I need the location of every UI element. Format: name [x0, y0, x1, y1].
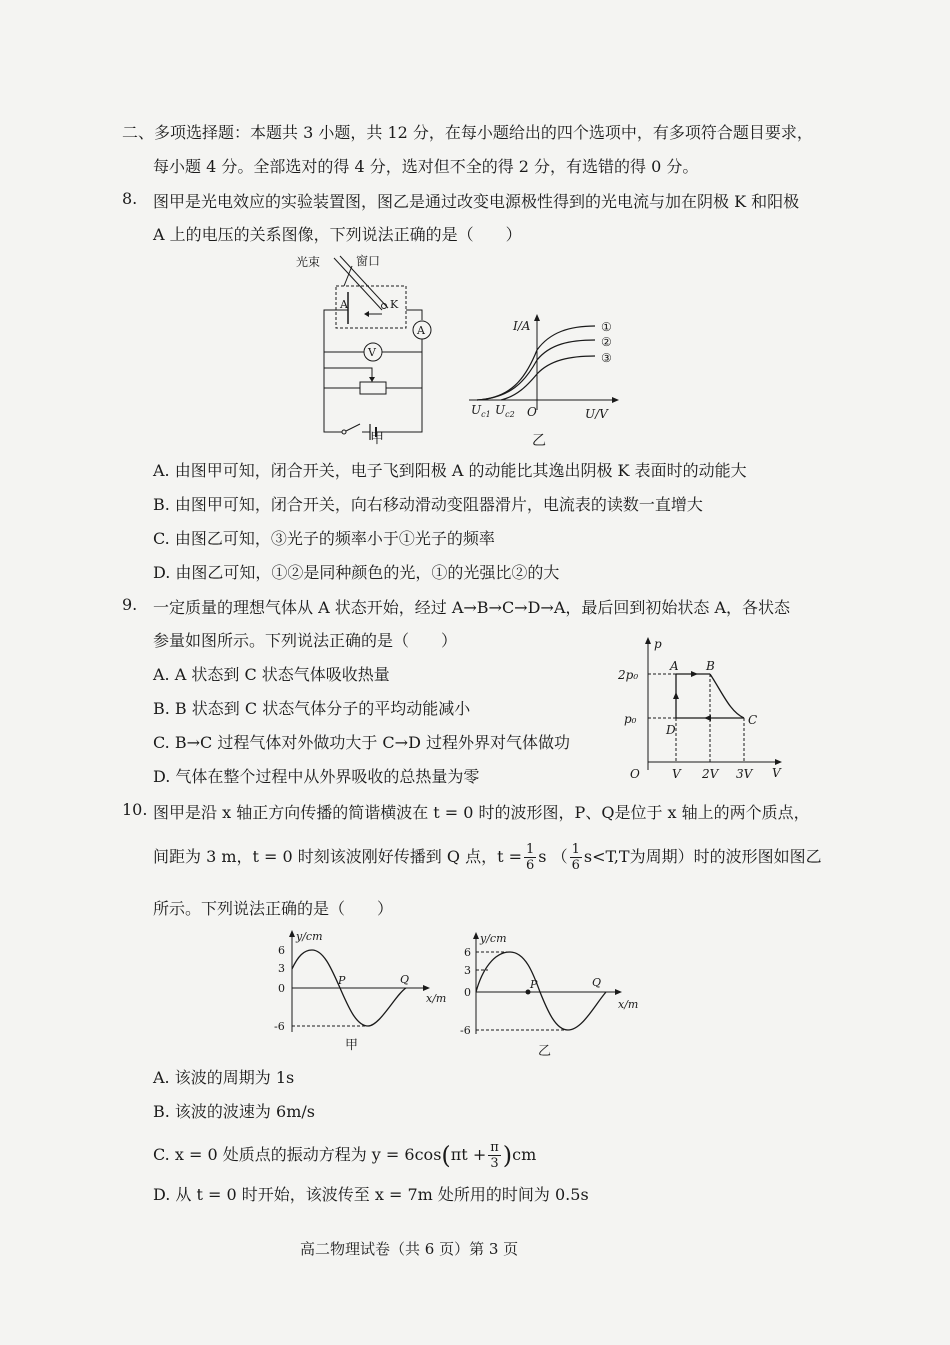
iu-uc2: $U_{c2}$ [495, 403, 515, 419]
wave-yi-p: P [530, 978, 538, 991]
wave-yi-y3: 3 [464, 964, 471, 977]
q10-figure-jia-caption: 甲 [345, 1038, 359, 1053]
q8-option-a: A. 由图甲可知，闭合开关，电子飞到阳极 A 的动能比其逸出阴极 K 表面时的动能大 [153, 461, 747, 480]
pv-v2: 2V [702, 767, 719, 781]
section-line-1: 二、多项选择题：本题共 3 小题，共 12 分，在每小题给出的四个选项中，有多项符合题目要求， [122, 123, 813, 142]
q8-stem-1: 图甲是光电效应的实验装置图，图乙是通过改变电源极性得到的光电流与加在阴极 K 和阳极 [153, 192, 800, 211]
pv-state-b: B [706, 659, 715, 673]
section-line-2: 每小题 4 分。全部选对的得 4 分，选对但不全的得 2 分，有选错的得 0 分。 [153, 157, 699, 176]
wave-yi-yn6: -6 [460, 1024, 471, 1037]
pv-state-a: A [670, 659, 679, 673]
q9-option-a: A. A 状态到 C 状态气体吸收热量 [153, 665, 390, 684]
q10-option-c: C. x = 0 处质点的振动方程为 y = 6cos(πt + $\frac{\pi}{3}$ )cm [153, 1140, 537, 1171]
q10-fraction-t: $\frac{1}{6}$ [526, 842, 535, 873]
iu-ylabel: I/A [513, 319, 531, 333]
pv-v3: 3V [736, 767, 753, 781]
pv-yaxis: p [654, 637, 662, 651]
q8-option-c: C. 由图乙可知，③光子的频率小于①光子的频率 [153, 529, 495, 548]
curve-2-label: ② [601, 335, 612, 349]
page-footer: 高二物理试卷（共 6 页）第 3 页 [300, 1240, 519, 1258]
curve-3-label: ③ [601, 351, 612, 365]
iu-uc1: $U_{c1}$ [471, 403, 491, 419]
q10-number: 10. [122, 800, 148, 819]
iu-xlabel: U/V [585, 407, 608, 421]
q9-pv-graph [612, 634, 787, 782]
pv-v1: V [672, 767, 681, 781]
voltmeter-label: V [368, 346, 376, 359]
cathode-label: K [390, 298, 399, 311]
q8-option-d: D. 由图乙可知，①②是同种颜色的光，①的光强比②的大 [153, 563, 560, 582]
beam-label: 光束 [296, 255, 321, 269]
q10-option-b: B. 该波的波速为 6m/s [153, 1102, 315, 1121]
q10-option-d: D. 从 t = 0 时开始，该波传至 x = 7m 处所用的时间为 0.5s [153, 1185, 589, 1204]
iu-origin: O [527, 405, 537, 419]
wave-jia-xlabel: x/m [426, 992, 447, 1005]
q8-stem-2: A 上的电压的关系图像，下列说法正确的是（ ） [153, 225, 522, 244]
pv-xaxis: V [772, 766, 781, 780]
wave-jia-p: P [338, 974, 346, 987]
q8-number: 8. [122, 189, 138, 208]
q10-wave-figure-yi [458, 930, 648, 1040]
q9-stem-2: 参量如图所示。下列说法正确的是（ ） [153, 631, 458, 650]
pv-state-c: C [748, 713, 758, 727]
q9-stem-1: 一定质量的理想气体从 A 状态开始，经过 A→B→C→D→A，最后回到初始状态 A，各状态 [153, 598, 791, 617]
pv-origin: O [630, 767, 640, 781]
wave-yi-ylabel: y/cm [480, 932, 507, 945]
ammeter-label: A [417, 324, 425, 337]
q10-figure-yi-caption: 乙 [538, 1044, 552, 1059]
q8-option-b: B. 由图甲可知，闭合开关，向右移动滑动变阻器滑片，电流表的读数一直增大 [153, 495, 703, 514]
q10-stem-2: 间距为 3 m，t = 0 时刻该波刚好传播到 Q 点，t = $\frac{1}{6}$ s （ $\frac{1}{6}$ s<T,T为周期）时的波形图如图乙 [153, 842, 822, 873]
wave-jia-y3: 3 [278, 962, 285, 975]
window-label: 窗口 [356, 254, 381, 268]
q8-iu-graph [465, 310, 630, 425]
q10-fraction-bound: $\frac{1}{6}$ [571, 842, 580, 873]
wave-jia-y6: 6 [278, 944, 285, 957]
wave-jia-y0: 0 [278, 982, 285, 995]
q10-wave-figure-jia [268, 928, 453, 1038]
wave-jia-yn6: -6 [274, 1020, 285, 1033]
pv-2p0: 2p₀ [618, 668, 639, 682]
wave-yi-y6: 6 [464, 946, 471, 959]
pv-p0: p₀ [624, 712, 637, 726]
q9-option-b: B. B 状态到 C 状态气体分子的平均动能减小 [153, 699, 471, 718]
q8-figure-jia-caption: 甲 [370, 431, 384, 447]
wave-jia-q: Q [400, 973, 410, 986]
q8-figure-yi-caption: 乙 [532, 433, 546, 449]
q10-stem-3: 所示。下列说法正确的是（ ） [153, 899, 394, 918]
q9-option-c: C. B→C 过程气体对外做功大于 C→D 过程外界对气体做功 [153, 733, 570, 752]
wave-jia-ylabel: y/cm [296, 930, 323, 943]
wave-yi-xlabel: x/m [618, 998, 639, 1011]
pv-state-d: D [666, 723, 676, 737]
wave-yi-q: Q [592, 976, 602, 989]
anode-label: A [340, 298, 348, 311]
q10-option-a: A. 该波的周期为 1s [153, 1068, 295, 1087]
q9-option-d: D. 气体在整个过程中从外界吸收的总热量为零 [153, 767, 480, 786]
q8-apparatus-figure [290, 248, 450, 448]
q10-fraction-pi-over-3: $\frac{\pi}{3}$ [490, 1140, 499, 1171]
wave-yi-y0: 0 [464, 986, 471, 999]
q9-number: 9. [122, 595, 138, 614]
q10-stem-1: 图甲是沿 x 轴正方向传播的简谐横波在 t = 0 时的波形图，P、Q是位于 x 轴上的两个质点， [153, 803, 810, 822]
curve-1-label: ① [601, 320, 612, 334]
